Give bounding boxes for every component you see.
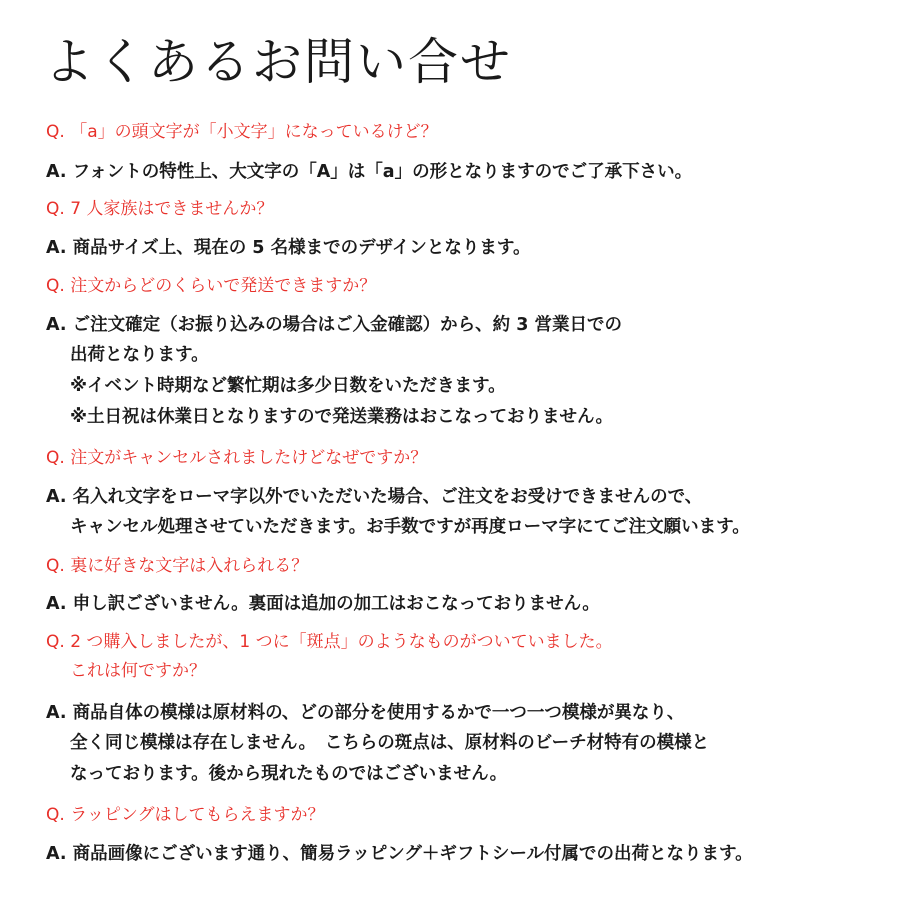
faq-answer-line: 出荷となります。: [70, 345, 209, 365]
faq-question: Q. 注文からどのくらいで発送できますか？: [46, 276, 377, 296]
faq-question: Q. ラッピングはしてもらえますか？: [46, 805, 325, 825]
faq-answer-line: キャンセル処理させていただきます。お手数ですが再度ローマ字にてご注文願います。: [70, 517, 750, 537]
faq-answer: A. フォントの特性上、大文字の「A」は「a」の形となりますのでご了承下さい。: [46, 162, 693, 182]
faq-answer-line: なっております。後から現れたものではございません。: [70, 764, 508, 784]
faq-answer-line: 全く同じ模様は存在しません。 こちらの斑点は、原材料のビーチ材特有の模様と: [70, 733, 710, 753]
faq-answer: A. 商品サイズ上、現在の 5 名様までのデザインとなります。: [46, 238, 531, 258]
faq-answer: A. 商品画像にございます通り、簡易ラッピング＋ギフトシール付属での出荷となります。: [46, 844, 753, 864]
faq-answer: A. 商品自体の模様は原材料の、どの部分を使用するかで一つ一つ模様が異なり、: [46, 703, 685, 723]
faq-answer: A. ご注文確定（お振り込みの場合はご入金確認）から、約 3 営業日での: [46, 315, 622, 335]
faq-answer-line: ※イベント時期など繁忙期は多少日数をいただきます。: [70, 376, 506, 396]
faq-question: Q. 7 人家族はできませんか？: [46, 199, 274, 219]
faq-question: Q. 注文がキャンセルされましたけどなぜですか？: [46, 448, 428, 468]
page-title: よくあるお問い合せ: [44, 33, 512, 91]
faq-answer-line: ※土日祝は休業日となりますので発送業務はおこなっておりません。: [70, 407, 614, 427]
faq-question: Q. 裏に好きな文字は入れられる？: [46, 556, 309, 576]
faq-answer: A. 名入れ文字をローマ字以外でいただいた場合、ご注文をお受けできませんので、: [46, 487, 703, 507]
faq-answer: A. 申し訳ございません。裏面は追加の加工はおこなっておりません。: [46, 594, 600, 614]
faq-question: Q. 「a」の頭文字が「小文字」になっているけど？: [46, 122, 438, 142]
faq-question-line: これは何ですか？: [70, 661, 206, 681]
faq-question: Q. 2 つ購入しましたが、1 つに「斑点」のようなものがついていました。: [46, 632, 613, 652]
